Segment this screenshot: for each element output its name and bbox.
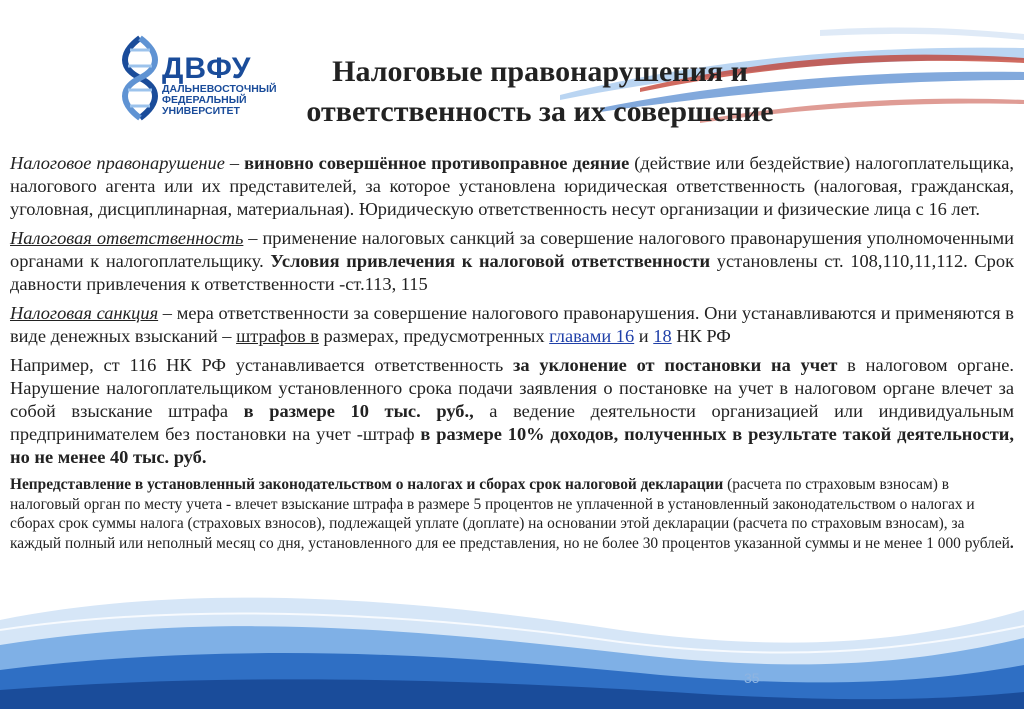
bottom-wave-decoration xyxy=(0,560,1024,709)
p3-text-1: – мера ответственности за совершение налогового правонарушения. Они устанавливаются и применяются в виде денежных взысканий – xyxy=(10,303,1014,346)
p1-rest: (действие или бездействие) налогоплательщика, налогового агента или их представителей, за которое установлена юридическая ответственность (налоговая, гражданская, уголовная, дисциплинарная, материальная). Юридическую ответственность несут организации и физические лица с 16 лет. xyxy=(10,153,1015,219)
title-line-1: Налоговые правонарушения и xyxy=(332,55,748,88)
p2-text-2: установлены ст. 108,110,11,112. Срок давности привлечения к ответственности -ст.113, 115 xyxy=(10,251,1014,294)
p5-bold: Непредставление в установленный законодательством о налогах и сборах срок налоговой декларации xyxy=(10,476,724,493)
p4-bold-2: в размере 10 тыс. руб., xyxy=(243,401,474,421)
link-chapter-18[interactable]: 18 xyxy=(653,326,672,346)
p2-bold: Условия привлечения к налоговой ответственности xyxy=(270,251,711,271)
p4-text-3: а ведение деятельности организацией или индивидуальным предпринимателем без постановки на учет -штраф xyxy=(10,401,1015,444)
paragraph-nonfiling xyxy=(10,475,1014,553)
paragraph-example xyxy=(10,354,1014,469)
p4-text-1: Например, ст 116 НК РФ устанавливается ответственность xyxy=(10,355,514,375)
p3-text-3: НК РФ xyxy=(671,326,731,346)
p4-text-2: в налоговом органе. Нарушение налогоплательщиком установленного срока подачи заявления о постановке на учет в налоговом органе влечет за собой взыскание штрафа xyxy=(10,355,1014,421)
p3-underlined: штрафов в xyxy=(236,326,319,346)
title-line-2: ответственность за их совершение xyxy=(306,95,774,128)
page-title xyxy=(230,52,850,132)
logo-line-2: ФЕДЕРАЛЬНЫЙ xyxy=(162,94,247,106)
paragraph-tax-offense xyxy=(10,152,1014,221)
p2-text-1: – применение налоговых санкций за совершение налогового правонарушения уполномоченными органами к налогоплательщику. xyxy=(10,228,1014,271)
slide-body xyxy=(10,152,1014,553)
page-number: 35 xyxy=(744,670,760,686)
p4-bold-3: в размере 10% доходов, полученных в результате такой деятельности, но не менее 40 тыс. руб. xyxy=(10,424,1014,467)
logo-line-1: ДАЛЬНЕВОСТОЧНЫЙ xyxy=(162,83,277,95)
paragraph-tax-liability xyxy=(10,227,1014,296)
p4-bold-1: за уклонение от постановки на учет xyxy=(513,355,838,375)
p3-and: и xyxy=(634,326,654,346)
term-tax-offense: Налоговое правонарушение xyxy=(10,153,225,173)
p1-bold: виновно совершённое противоправное деяние xyxy=(244,153,630,173)
logo-line-3: УНИВЕРСИТЕТ xyxy=(162,105,240,117)
p5-text: (расчета по страховым взносам) в налоговый орган по месту учета - влечет взыскание штрафа в размере 5 процентов не уплаченной в установленный законодательством о налогах и сборах срок суммы налога (страховых взносов), подлежащей уплате (доплате) на основании этой декларации (расчета по страховым взносам), за каждый полный или неполный месяц со дня, установленного для ее представления, но не более 30 процентов указанной суммы и не менее 1 000 рублей xyxy=(10,476,1010,552)
p1-dash: – xyxy=(224,153,245,173)
p5-end: . xyxy=(1009,534,1014,552)
term-tax-liability: Налоговая ответственность xyxy=(10,228,244,248)
p3-text-2: размерах, предусмотренных xyxy=(318,326,550,346)
paragraph-tax-sanction xyxy=(10,302,1014,348)
term-tax-sanction: Налоговая санкция xyxy=(10,303,159,323)
logo-name: ДВФУ xyxy=(162,52,252,85)
link-chapter-16[interactable]: главами 16 xyxy=(549,326,635,346)
